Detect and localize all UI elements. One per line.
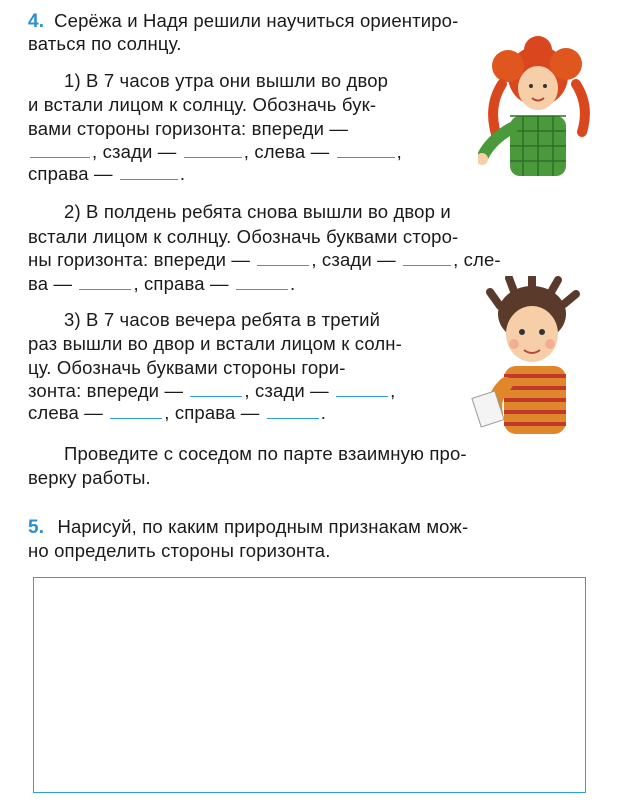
- answer-blank-left-noon[interactable]: [79, 275, 131, 290]
- drawing-area[interactable]: [33, 577, 586, 793]
- task4-part3-line4: зонта: впереди — , сзади — ,: [28, 380, 396, 401]
- answer-blank-back-evening[interactable]: [336, 382, 388, 397]
- answer-blank-right-evening[interactable]: [267, 404, 319, 419]
- task4-part2-line1: 2) В полдень ребята снова вышли во двор и: [64, 201, 451, 222]
- answer-blank-front-noon[interactable]: [257, 251, 309, 266]
- task4-part1-line5: справа — .: [28, 163, 186, 184]
- task4-intro-line2: ваться по солнцу.: [28, 33, 182, 54]
- task4-part2-line4: ва — , справа — .: [28, 273, 296, 294]
- task4-part3-line1: 3) В 7 часов вечера ребята в третий: [64, 309, 381, 330]
- task4-number: 4.: [28, 11, 45, 32]
- boy-illustration: [470, 276, 595, 436]
- answer-blank-left-morning[interactable]: [337, 143, 395, 158]
- peer-check-line1: Проведите с соседом по парте взаимную про-: [64, 443, 467, 464]
- task4-part1-line2: и встали лицом к солнцу. Обозначь бук-: [28, 94, 377, 115]
- task4-part2-line2: встали лицом к солнцу. Обозначь буквами сторо-: [28, 226, 459, 247]
- peer-check-line2: верку работы.: [28, 467, 151, 488]
- task5-line2: но определить стороны горизонта.: [28, 540, 331, 561]
- answer-blank-back-noon[interactable]: [403, 251, 451, 266]
- task4-part3-line5: слева — , справа — .: [28, 402, 327, 423]
- task4-intro-line1: 4. Серёжа и Надя решили научиться ориентиро-: [28, 10, 459, 32]
- answer-blank-front-morning[interactable]: [30, 143, 90, 158]
- task5-number: 5.: [28, 517, 45, 538]
- answer-blank-right-noon[interactable]: [236, 275, 288, 290]
- task4-part2-line3: ны горизонта: впереди — , сзади — , сле-: [28, 249, 501, 270]
- girl-face: [518, 66, 558, 110]
- girl-illustration: [478, 36, 598, 186]
- answer-blank-right-morning[interactable]: [120, 165, 178, 180]
- answer-blank-back-morning[interactable]: [184, 143, 242, 158]
- task4-part1-line4: , сзади — , слева — ,: [28, 141, 402, 163]
- task5-line1: 5. Нарисуй, по каким природным признакам мож-: [28, 516, 469, 538]
- task4-part1-line1: 1) В 7 часов утра они вышли во двор: [64, 70, 389, 91]
- task4-part1-line3: вами стороны горизонта: впереди —: [28, 118, 349, 139]
- task4-part3-line3: цу. Обозначь буквами стороны гори-: [28, 357, 346, 378]
- task4-part3-line2: раз вышли во двор и встали лицом к солн-: [28, 333, 402, 354]
- answer-blank-left-evening[interactable]: [110, 404, 162, 419]
- answer-blank-front-evening[interactable]: [190, 382, 242, 397]
